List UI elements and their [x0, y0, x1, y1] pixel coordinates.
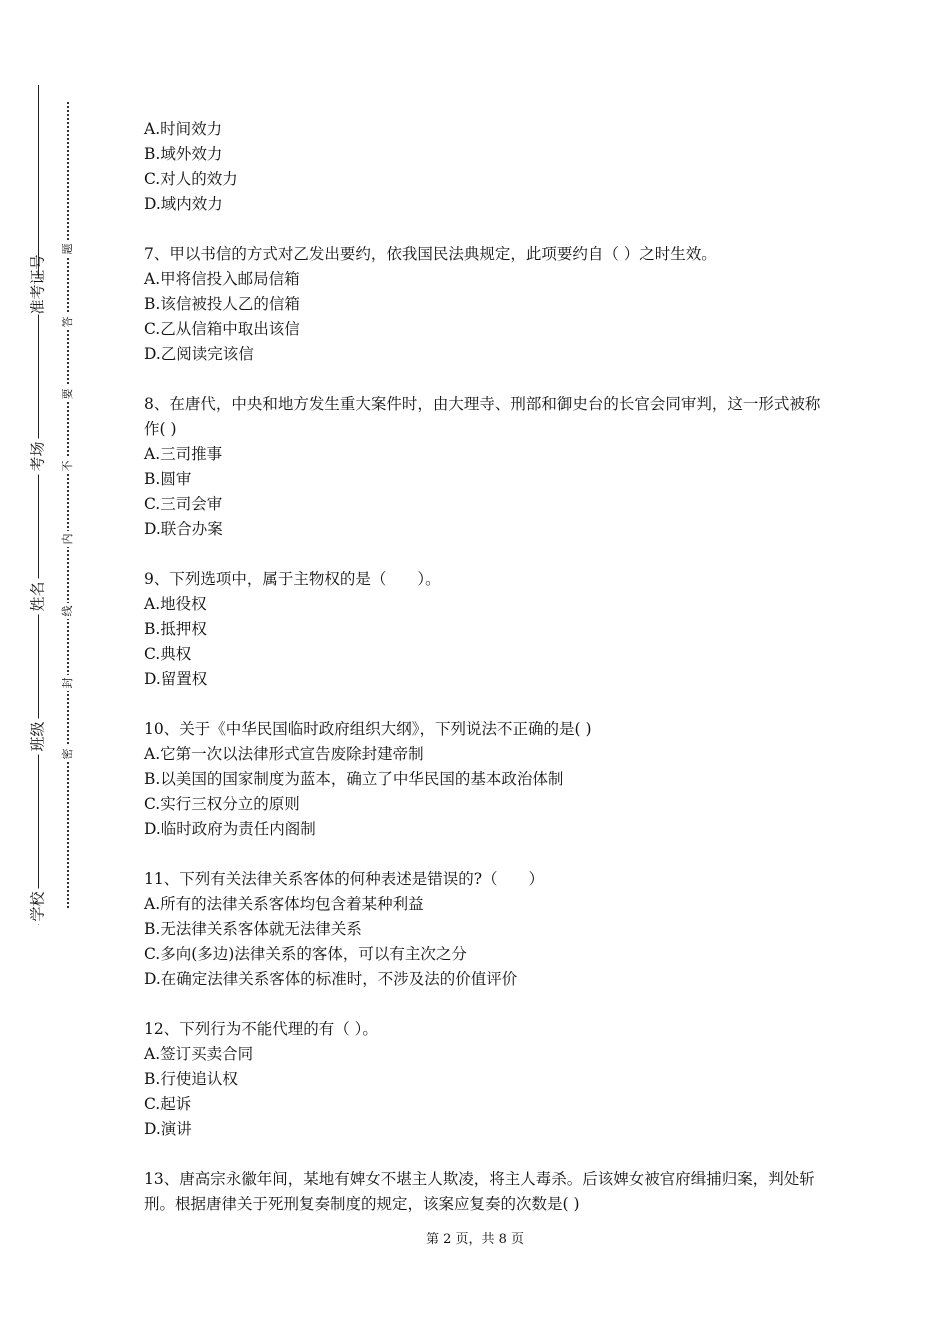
exam-room-label: 考场: [29, 439, 48, 475]
school-label: 学校: [29, 889, 48, 925]
question-9: [144, 567, 824, 692]
seal-dotted-line: [67, 102, 69, 908]
option-a: A.甲将信投入邮局信箱: [144, 270, 300, 288]
option-a: A.地役权: [144, 595, 207, 613]
question-13: [144, 1167, 824, 1217]
option-d: D.乙阅读完该信: [144, 345, 254, 363]
question-stem: 8、在唐代，中央和地方发生重大案件时，由大理寺、刑部和御史台的长官会同审判，这一形式被称作( ): [144, 395, 821, 438]
option-b: B.域外效力: [144, 145, 223, 163]
seal-char: 要: [60, 386, 76, 402]
option-a: A.所有的法律关系客体均包含着某种利益: [144, 895, 424, 913]
option-c: C.三司会审: [144, 495, 223, 513]
binding-margin: [0, 0, 100, 1344]
option-d: D.演讲: [144, 1120, 192, 1138]
seal-char: 不: [60, 458, 76, 474]
option-b: B.圆审: [144, 470, 192, 488]
option-d: D.在确定法律关系客体的标准时，不涉及法的价值评价: [144, 970, 518, 988]
question-11: [144, 867, 824, 992]
seal-char: 答: [60, 314, 76, 330]
question-10: [144, 717, 824, 842]
question-7: [144, 242, 824, 367]
question-6-options: [144, 117, 824, 217]
option-d: D.域内效力: [144, 195, 223, 213]
seal-char: 密: [60, 746, 76, 762]
binding-solid-line: [38, 85, 39, 925]
option-a: A.时间效力: [144, 120, 223, 138]
question-8: [144, 392, 824, 542]
option-b: B.以美国的国家制度为蓝本，确立了中华民国的基本政治体制: [144, 770, 564, 788]
question-stem: 13、唐高宗永徽年间，某地有婢女不堪主人欺凌，将主人毒杀。后该婢女被官府缉捕归案，判处斩刑。根据唐律关于死刑复奏制度的规定，该案应复奏的次数是( ): [144, 1170, 815, 1213]
option-c: C.典权: [144, 645, 192, 663]
option-a: A.签订买卖合同: [144, 1045, 254, 1063]
question-content: [144, 117, 824, 1242]
question-12: [144, 1017, 824, 1142]
option-a: A.三司推事: [144, 445, 223, 463]
seal-char: 封: [60, 675, 76, 691]
seal-char: 内: [60, 531, 76, 547]
option-b: B.行使追认权: [144, 1070, 238, 1088]
option-c: C.起诉: [144, 1095, 192, 1113]
option-b: B.无法律关系客体就无法律关系: [144, 920, 362, 938]
option-d: D.联合办案: [144, 520, 223, 538]
seal-char: 线: [60, 603, 76, 619]
option-c: C.乙从信箱中取出该信: [144, 320, 300, 338]
question-stem: 11、下列有关法律关系客体的何种表述是错误的?（ ）: [144, 870, 545, 888]
name-label: 姓名: [29, 579, 48, 615]
option-a: A.它第一次以法律形式宣告废除封建帝制: [144, 745, 424, 763]
question-stem: 12、下列行为不能代理的有（ ）。: [144, 1020, 378, 1038]
option-c: C.多向(多边)法律关系的客体，可以有主次之分: [144, 945, 467, 963]
option-d: D.临时政府为责任内阁制: [144, 820, 316, 838]
seal-char: 题: [60, 241, 76, 257]
option-d: D.留置权: [144, 670, 208, 688]
option-b: B.抵押权: [144, 620, 207, 638]
option-b: B.该信被投人乙的信箱: [144, 295, 300, 313]
page-footer: 第 2 页，共 8 页: [425, 1232, 525, 1247]
option-c: C.实行三权分立的原则: [144, 795, 300, 813]
question-stem: 10、关于《中华民国临时政府组织大纲》，下列说法不正确的是( ): [144, 720, 592, 738]
exam-number-label: 准考证号: [28, 254, 47, 315]
question-stem: 9、下列选项中，属于主物权的是（ ）。: [144, 570, 441, 588]
question-stem: 7、甲以书信的方式对乙发出要约，依我国民法典规定，此项要约自（ ）之时生效。: [144, 245, 717, 263]
class-label: 班级: [29, 719, 48, 755]
option-c: C.对人的效力: [144, 170, 238, 188]
